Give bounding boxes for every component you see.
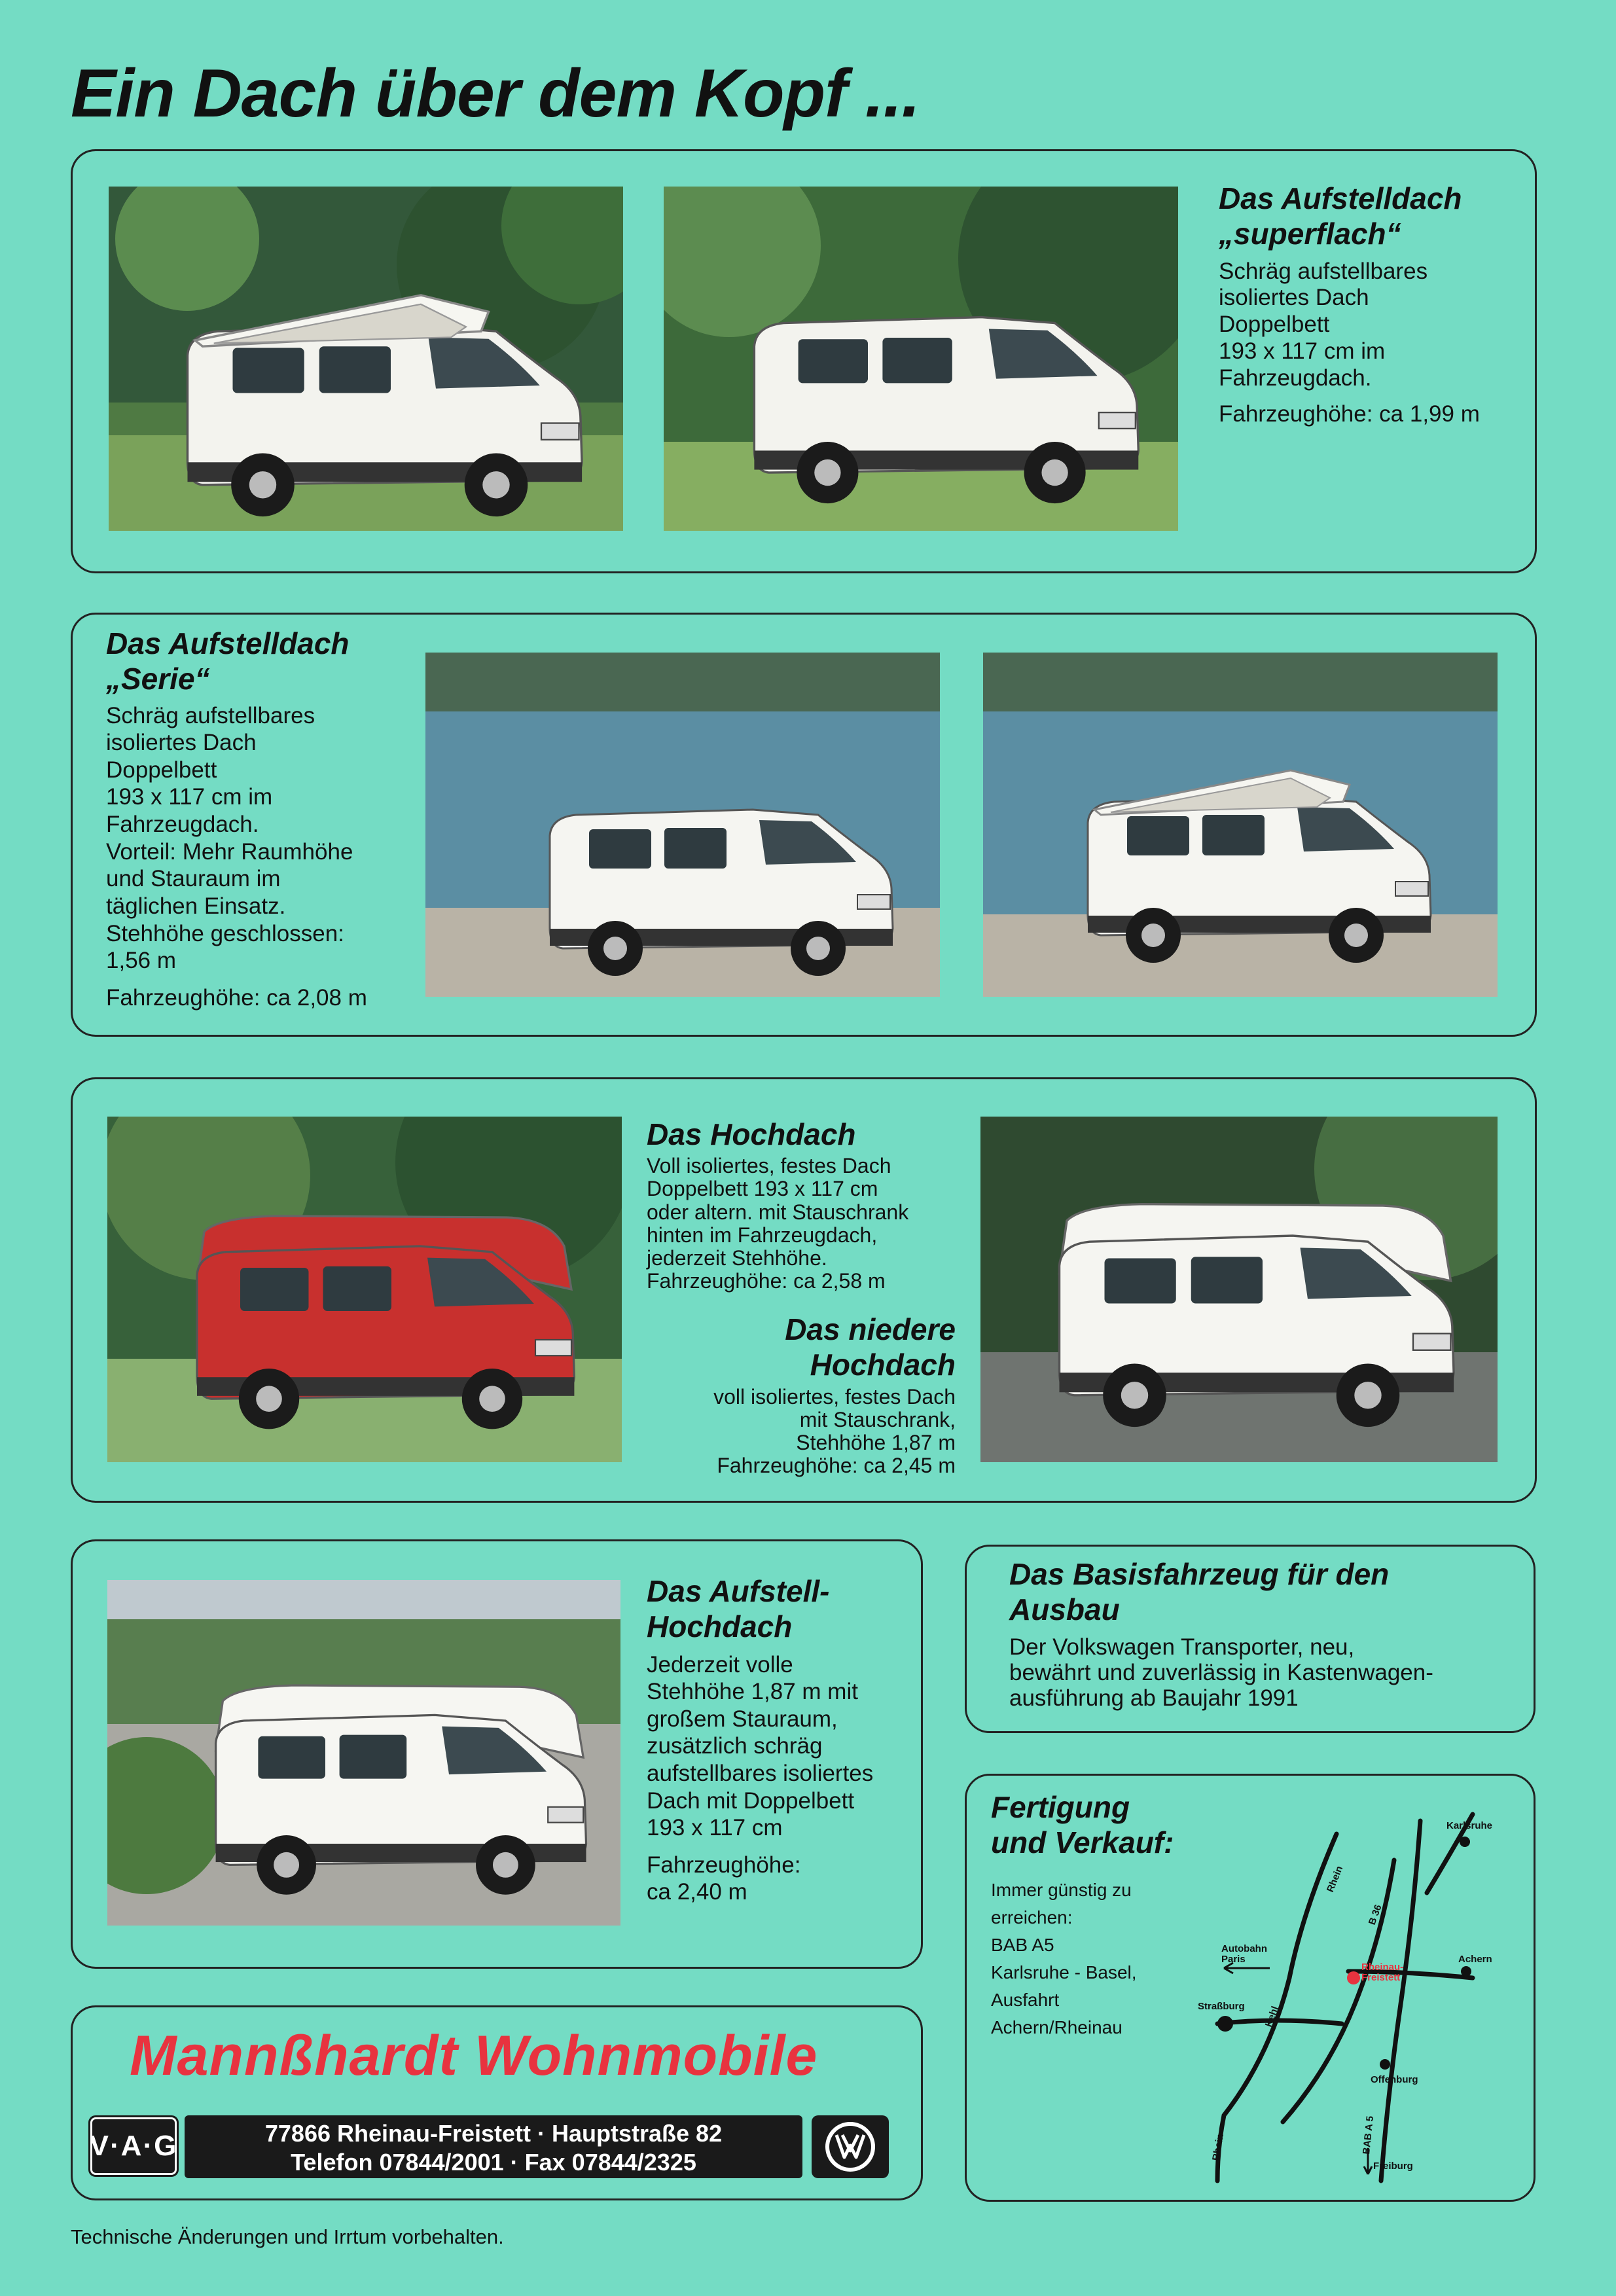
map-label-karlsruhe: Karlsruhe [1446,1820,1493,1831]
photo-aufstell-hochdach [107,1580,620,1926]
photo-serie-raised [983,653,1498,997]
body-superflach: Schräg aufstellbares isoliertes Dach Doppelbett 193 x 117 cm im Fahrzeugdach. [1219,258,1428,391]
heading-superflach-1: Das Aufstelldach [1219,181,1462,215]
company-address: 77866 Rheinau-Freistett · Hauptstraße 82 [264,2120,723,2147]
text-aufstell-hochdach [647,1573,922,1906]
vw-logo-icon [812,2115,889,2178]
photo-hochdach-white [980,1117,1498,1462]
heading-niedere-1: Das niedere [785,1312,956,1346]
photo-serie-closed [425,653,940,997]
body-serie: Schräg aufstellbares isoliertes Dach Doppelbett 193 x 117 cm im Fahrzeugdach. Vorteil: Mehr Raumhöhe und Stauraum im täglichen Einsatz. Stehhöhe geschlossen: 1,56 m [106,702,353,974]
body-hochdach: Voll isoliertes, festes Dach Doppelbett 193 x 117 cm oder altern. mit Stauschrank hinten im Fahrzeugdach, jederzeit Stehhöhe. Fahrzeughöhe: ca 2,58 m [647,1154,909,1293]
page-title: Ein Dach über dem Kopf ... [71,56,920,132]
map-road-strassburg [1217,2020,1342,2024]
map-label-achern: Achern [1458,1954,1492,1965]
map-label-b36: B 36 [1366,1903,1384,1927]
footnote: Technische Änderungen und Irrtum vorbehalten. [71,2225,504,2248]
text-serie [106,626,420,1012]
heading-fertigung-1: Fertigung [991,1790,1130,1824]
map-dot-achern [1461,1966,1471,1977]
height-superflach: Fahrzeughöhe: ca 1,99 m [1219,401,1480,427]
heading-serie-1: Das Aufstelldach [106,626,350,660]
heading-basis-2: Ausbau [1009,1592,1120,1627]
map-label-kehl: Kehl [1263,2004,1281,2029]
heading-aufstell-1: Das Aufstell- [647,1574,830,1608]
text-superflach [1219,181,1520,428]
heading-aufstell-2: Hochdach [647,1609,793,1644]
map-label-autobahn: Autobahn [1221,1943,1267,1954]
height-aufstell: Fahrzeughöhe: ca 2,40 m [647,1852,801,1905]
map-label-bab-a5: BAB A 5 [1361,2115,1376,2155]
height-serie: Fahrzeughöhe: ca 2,08 m [106,984,367,1011]
text-hochdach [647,1117,987,1293]
heading-hochdach: Das Hochdach [647,1117,856,1151]
text-niedere [628,1312,956,1477]
heading-niedere-2: Hochdach [810,1348,956,1382]
map-dot-offenburg [1380,2059,1390,2070]
map-label-rhein-bottom: Rhein [1210,2132,1227,2162]
map-dot-strassburg [1217,2016,1233,2032]
photo-superflach-closed [664,187,1178,531]
map-label-rheinau: Rheinau- [1361,1962,1404,1973]
map-dot-rheinau [1347,1971,1360,1984]
map-label-freistett: Freistett [1361,1972,1401,1983]
heading-superflach-2: „superflach“ [1219,217,1401,251]
map-label-rhein-top: Rhein [1324,1864,1346,1894]
body-aufstell: Jederzeit volle Stehhöhe 1,87 m mit großem Stauraum, zusätzlich schräg aufstellbares isoliertes Dach mit Doppelbett 193 x 117 cm [647,1651,874,1841]
company-address-bar [185,2115,802,2178]
company-phone: Telefon 07844/2001 · Fax 07844/2325 [291,2149,696,2176]
photo-hochdach-red [107,1117,622,1462]
text-fertigung [991,1789,1213,2041]
heading-fertigung-2: und Verkauf: [991,1825,1174,1860]
map-label-freiburg: Freiburg [1373,2161,1413,2172]
photo-superflach-raised [109,187,623,531]
body-basis: Der Volkswagen Transporter, neu, bewährt und zuverlässig in Kastenwagen- ausführung ab Baujahr 1991 [1009,1634,1433,1711]
body-niedere: voll isoliertes, festes Dach mit Stauschrank, Stehhöhe 1,87 m Fahrzeughöhe: ca 2,45 m [713,1384,956,1478]
heading-serie-2: „Serie“ [106,662,210,696]
map-label-offenburg: Offenburg [1371,2074,1418,2085]
body-fertigung: Immer günstig zu erreichen: BAB A5 Karlsruhe - Basel, Ausfahrt Achern/Rheinau [991,1879,1137,2037]
text-basis [1009,1556,1520,1711]
location-map [1198,1808,1545,2187]
map-label-strassburg: Straßburg [1198,2001,1245,2012]
heading-basis-1: Das Basisfahrzeug für den [1009,1557,1390,1591]
company-name: Mannßhardt Wohnmobile [130,2024,818,2087]
map-label-paris: Paris [1221,1954,1246,1965]
map-dot-karlsruhe [1460,1837,1470,1847]
map-road-a5 [1381,1821,1420,2181]
vag-logo: V·A·G [90,2117,177,2175]
